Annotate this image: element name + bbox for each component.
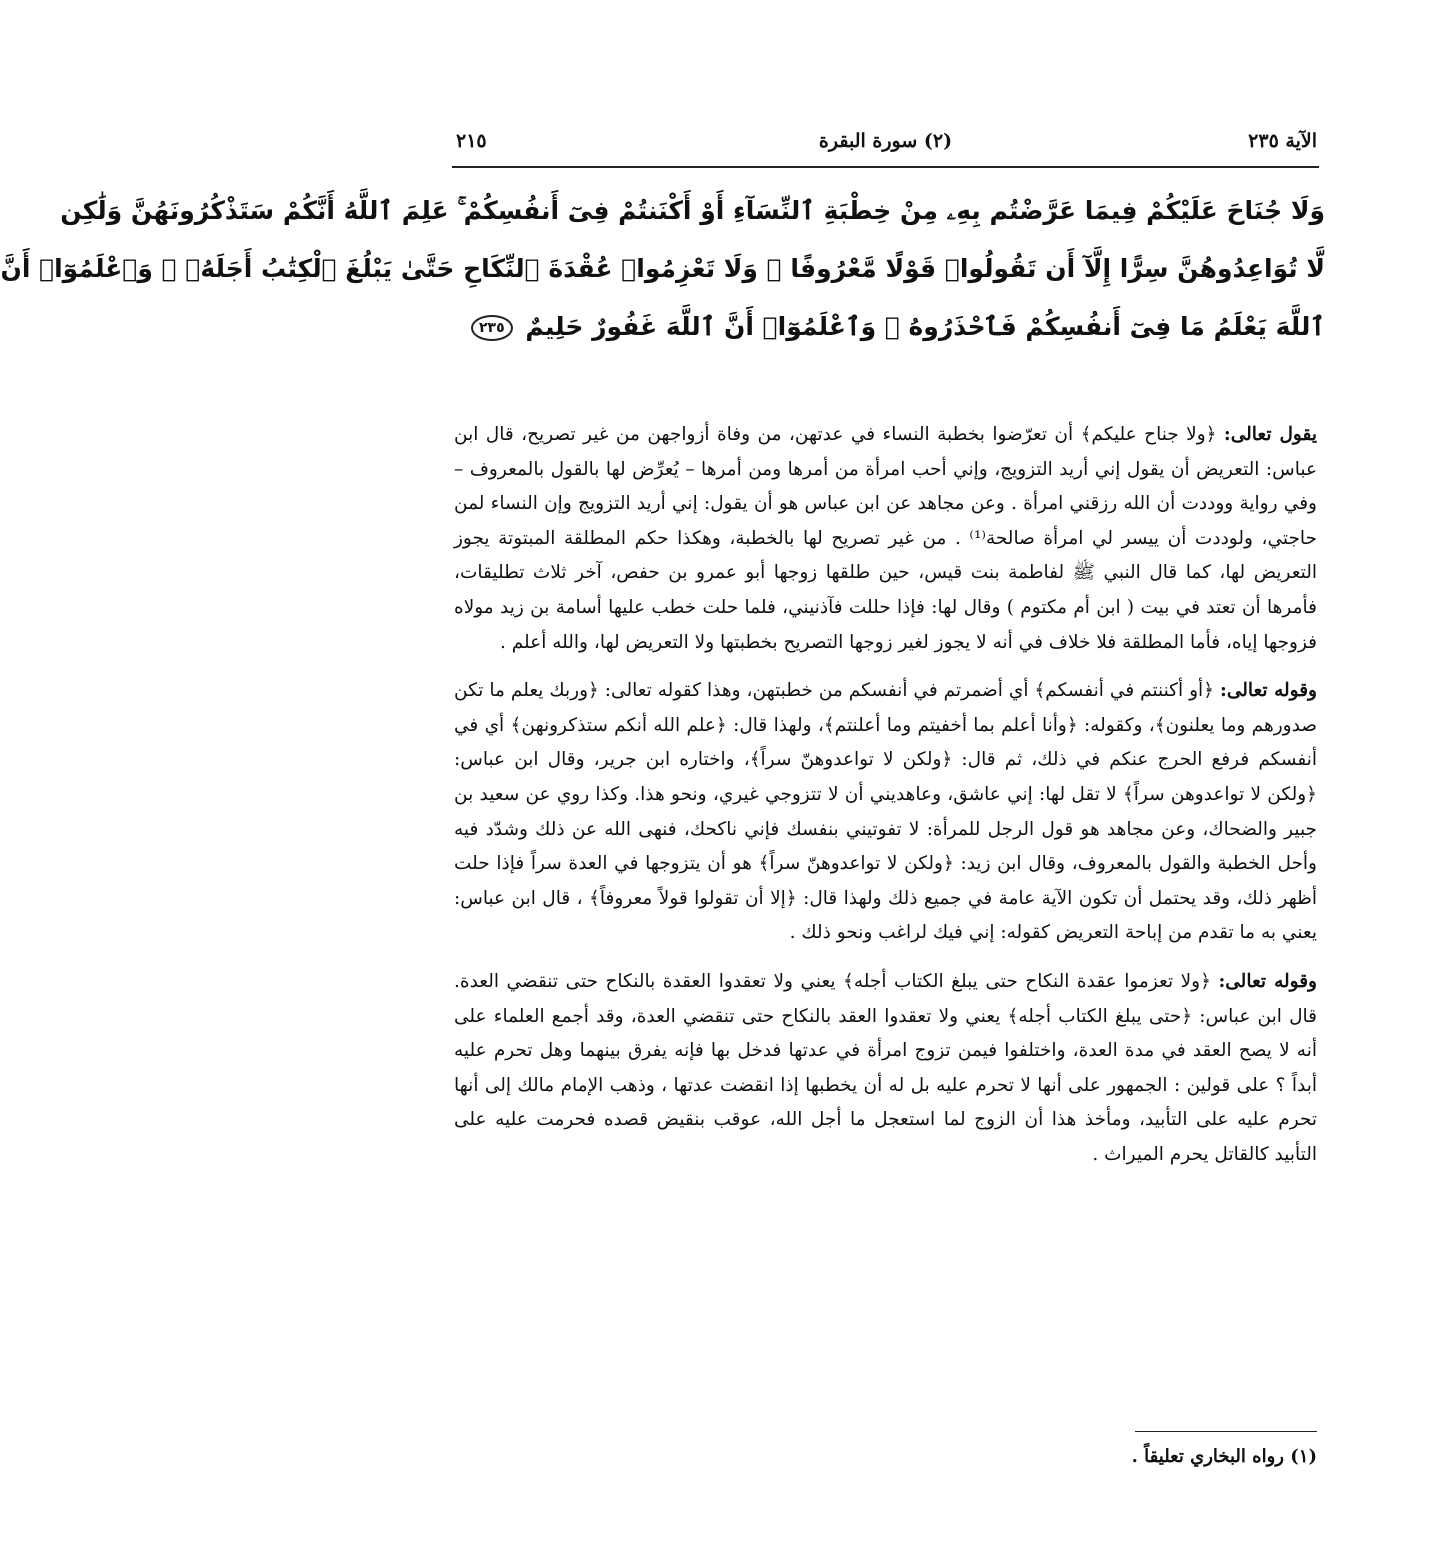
quran-verse [0, 182, 1325, 356]
paragraph-lead: وقوله تعالى: [1218, 970, 1317, 992]
commentary [454, 418, 1317, 1186]
commentary-paragraph [454, 418, 1317, 660]
verse-reference: الآية ٢٣٥ [1248, 130, 1317, 152]
paragraph-text: ﴿ولا جناح عليكم﴾ أن تعرّضوا بخطبة النساء في عدتهن، من وفاة أزواجهن من غير تصريح، قال ابن عباس: التعريض أن يقول إني أريد التزويج، وإني أحب امرأة من أمرها ومن أمرها – يُعرِّض لها بالقول بالمعروف – وفي رواية ووددت أن الله رزقني امرأة . وعن مجاهد عن ابن عباس هو أن يقول: إني أريد التزويج وإن النساء لمن حاجتي، ولوددت أن ييسر لي امرأة صالحة⁽¹⁾ . من غير تصريح لها بالخطبة، وهكذا حكم المطلقة المبتوتة يجوز التعريض لها، كما قال النبي ﷺ لفاطمة بنت قيس، حين طلقها زوجها أبو عمرو بن حفص، آخر ثلاث تطليقات، فأمرها أن تعتد في بيت ( ابن أم مكتوم ) وقال لها: فإذا حللت فآذنيني، فلما حلت خطب عليها أسامة بن زيد مولاه فزوجها إياه، فأما المطلقة فلا خلاف في أنه لا يجوز لغير زوجها التصريح بخطبتها ولا التعريض لها، والله أعلم . [454, 424, 1317, 653]
commentary-paragraph [454, 674, 1317, 951]
verse-line-3-text: ٱللَّهَ يَعْلَمُ مَا فِىٓ أَنفُسِكُمْ فَٱحْذَرُوهُ ۚ وَٱعْلَمُوٓا۟ أَنَّ ٱللَّهَ غَفُورٌ حَلِيمٌ [525, 312, 1325, 341]
surah-title: (٢) سورة البقرة [818, 130, 953, 152]
commentary-paragraph [454, 965, 1317, 1173]
verse-line-3 [446, 298, 1325, 356]
paragraph-text: ﴿ولا تعزموا عقدة النكاح حتى يبلغ الكتاب أجله﴾ يعني ولا تعقدوا العقدة بالنكاح حتى تنقضي العدة. قال ابن عباس: ﴿حتى يبلغ الكتاب أجله﴾ يعني ولا تعقدوا العقد بالنكاح حتى تنقضي العدة، وقد أجمع العلماء على أنه لا يصح العقد في مدة العدة، واختلفوا فيمن تزوج امرأة في عدتها فدخل بها فإنه يفرق بينهما وهل تحرم عليه أبداً ؟ على قولين : الجمهور على أنها لا تحرم عليه بل له أن يخطبها إذا انقضت عدتها ، وذهب الإمام مالك إلى أنها تحرم عليه على التأبيد، ومأخذ هذا أن الزوج لما استعجل ما أجل الله، عوقب بنقيض قصده فحرمت عليه على التأبيد كالقاتل يحرم الميراث . [454, 970, 1317, 1165]
verse-number-badge: ٢٣٥ [471, 315, 513, 341]
paragraph-lead: وقوله تعالى: [1219, 680, 1317, 702]
footnote-divider [1135, 1431, 1317, 1432]
verse-line-1: وَلَا جُنَاحَ عَلَيْكُمْ فِيمَا عَرَّضْتُم بِهِۦ مِنْ خِطْبَةِ ٱلنِّسَآءِ أَوْ أَكْنَنتُمْ فِىٓ أَنفُسِكُمْ ۚ عَلِمَ ٱللَّهُ أَنَّكُمْ سَتَذْكُرُونَهُنَّ وَلَٰكِن [60, 196, 1325, 225]
paragraph-text: ﴿أو أكننتم في أنفسكم﴾ أي أضمرتم في أنفسكم من خطبتهن، وهذا كقوله تعالى: ﴿وربك يعلم ما تكن صدورهم وما يعلنون﴾، وكقوله: ﴿وأنا أعلم بما أخفيتم وما أعلنتم﴾، ولهذا قال: ﴿علم الله أنكم ستذكرونهن﴾ أي في أنفسكم فرفع الحرج عنكم في ذلك، ثم قال: ﴿ولكن لا تواعدوهنّ سراً﴾، واختاره ابن جرير، وقال ابن عباس: ﴿ولكن لا تواعدوهن سراً﴾ لا تقل لها: إني عاشق، وعاهديني أن لا تتزوجي غيري، ونحو هذا. وكذا روي عن سعيد بن جبير والضحاك، وعن مجاهد هو قول الرجل للمرأة: لا تفوتيني بنفسك فإني ناكحك، فنهى الله عن ذلك وشدّد فيه وأحل الخطبة والقول بالمعروف، وقال ابن زيد: ﴿ولكن لا تواعدوهنّ سراً﴾ هو أن يتزوجها في العدة سراً فإذا حلت أظهر ذلك، وقد يحتمل أن تكون الآية عامة في جميع ذلك ولهذا قال: ﴿إلا أن تقولوا قولاً معروفاً﴾ ، قال ابن عباس: يعني به ما تقدم من إباحة التعريض كقوله: إني فيك لراغب ونحو ذلك . [454, 680, 1317, 944]
verse-line-2: لَّا تُوَاعِدُوهُنَّ سِرًّا إِلَّآ أَن تَقُولُوا۟ قَوْلًا مَّعْرُوفًا ۚ وَلَا تَعْزِمُوا۟ عُقْدَةَ ٱلنِّكَاحِ حَتَّىٰ يَبْلُغَ ٱلْكِتَٰبُ أَجَلَهُۥ ۚ وَٱعْلَمُوٓا۟ أَنَّ [0, 254, 1325, 283]
paragraph-lead: يقول تعالى: [1223, 424, 1317, 445]
footnote: (١) رواه البخاري تعليقاً . [1131, 1446, 1317, 1467]
page-number: ٢١٥ [456, 130, 487, 152]
page-header [452, 126, 1319, 168]
